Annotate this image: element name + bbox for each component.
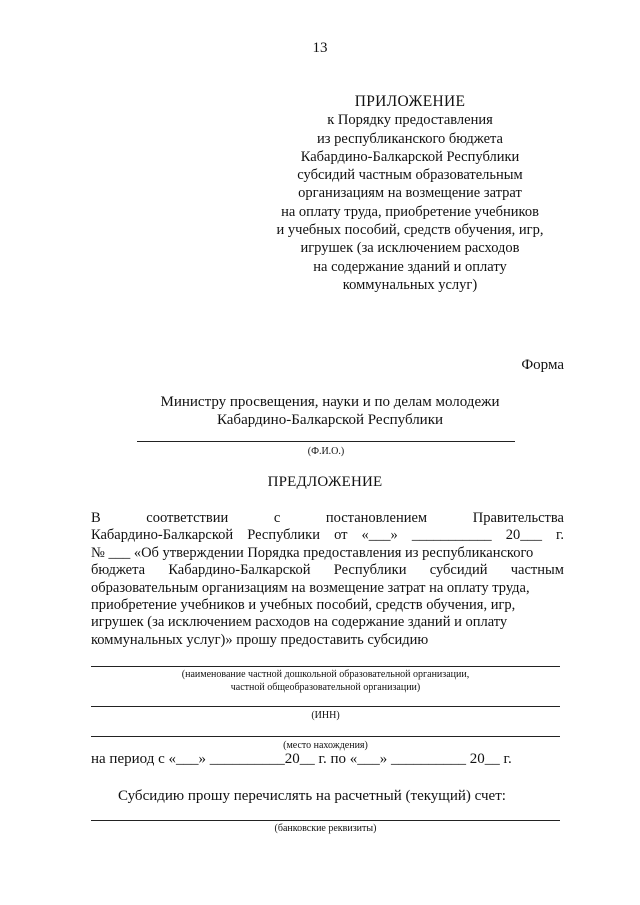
- addressee-line-2: Кабардино-Балкарской Республики: [216, 412, 444, 428]
- addressee-block: [100, 393, 560, 429]
- location-caption: (место нахождения): [283, 740, 368, 751]
- location-line: [91, 736, 560, 737]
- word: постановлением: [325, 510, 428, 526]
- appendix-line: из республиканского бюджета: [317, 130, 503, 147]
- appendix-line: Кабардино-Балкарской Республики: [300, 148, 520, 165]
- text-line-8: [91, 632, 564, 649]
- word: Республики: [333, 562, 407, 579]
- appendix-line: субсидий частным образовательным: [297, 167, 523, 184]
- word: от: [334, 527, 348, 544]
- text-span: образовательным организациям на возмещение затрат на оплату труда,: [91, 579, 530, 596]
- text-span: № ___ «Об утверждении Порядка предоставления из республиканского: [91, 544, 534, 561]
- appendix-line: коммунальных услуг): [342, 276, 478, 293]
- word: Правительства: [472, 510, 564, 526]
- word: Кабардино-Балкарской: [91, 527, 234, 544]
- appendix-line: игрушек (за исключением расходов: [300, 240, 520, 257]
- text-line-4: [91, 562, 564, 579]
- proposal-text: [91, 510, 564, 649]
- appendix-line: на содержание зданий и оплату: [313, 258, 507, 275]
- org-caption-2: частной общеобразовательной организации): [230, 682, 421, 693]
- date-year-blank: 20___: [505, 527, 542, 544]
- fio-caption: (Ф.И.О.): [307, 446, 345, 457]
- word: соответствии: [146, 510, 229, 526]
- appendix-title: ПРИЛОЖЕНИЕ: [354, 93, 466, 110]
- appendix-block: [262, 93, 558, 294]
- word: В: [91, 510, 101, 526]
- period-line: на период с «___» __________20__ г. по «___» __________ 20__ г.: [91, 751, 512, 767]
- appendix-line: к Порядку предоставления: [327, 112, 493, 129]
- text-line-1: [91, 510, 564, 527]
- date-month-blank: ___________: [411, 527, 492, 544]
- word: Республики: [247, 527, 320, 544]
- date-day-blank: «___»: [361, 527, 398, 544]
- word: г.: [556, 527, 564, 544]
- bank-caption: (банковские реквизиты): [274, 823, 377, 834]
- addressee-line-1: Министру просвещения, науки и по делам молодежи: [160, 394, 500, 410]
- appendix-line: на оплату труда, приобретение учебников: [281, 203, 539, 220]
- text-span: приобретение учебников и учебных пособий, средств обучения, игр,: [91, 597, 516, 614]
- inn-line: [91, 706, 560, 707]
- text-line-3: [91, 545, 564, 562]
- text-line-5: [91, 580, 564, 597]
- word: бюджета: [91, 562, 146, 579]
- text-line-7: [91, 614, 564, 631]
- transfer-text: Субсидию прошу перечислять на расчетный (текущий) счет:: [118, 788, 506, 804]
- text-span: коммунальных услуг)» прошу предоставить субсидию: [91, 631, 429, 648]
- page-number: 13: [312, 40, 328, 56]
- bank-details-line: [91, 820, 560, 821]
- text-span: игрушек (за исключением расходов на содержание зданий и оплату: [91, 614, 508, 631]
- form-label: Форма: [521, 357, 564, 373]
- word: с: [273, 510, 281, 526]
- word: субсидий: [429, 562, 488, 579]
- org-caption-1: (наименование частной дошкольной образовательной организации,: [181, 669, 470, 680]
- word: Кабардино-Балкарской: [168, 562, 311, 579]
- fio-line: [137, 441, 515, 442]
- inn-caption: (ИНН): [311, 710, 340, 721]
- text-line-6: [91, 597, 564, 614]
- document-heading: ПРЕДЛОЖЕНИЕ: [267, 474, 383, 490]
- text-line-2: [91, 527, 564, 544]
- appendix-line: организациям на возмещение затрат: [298, 185, 522, 202]
- appendix-line: и учебных пособий, средств обучения, игр,: [276, 222, 544, 239]
- word: частным: [510, 562, 564, 579]
- org-name-line: [91, 666, 560, 667]
